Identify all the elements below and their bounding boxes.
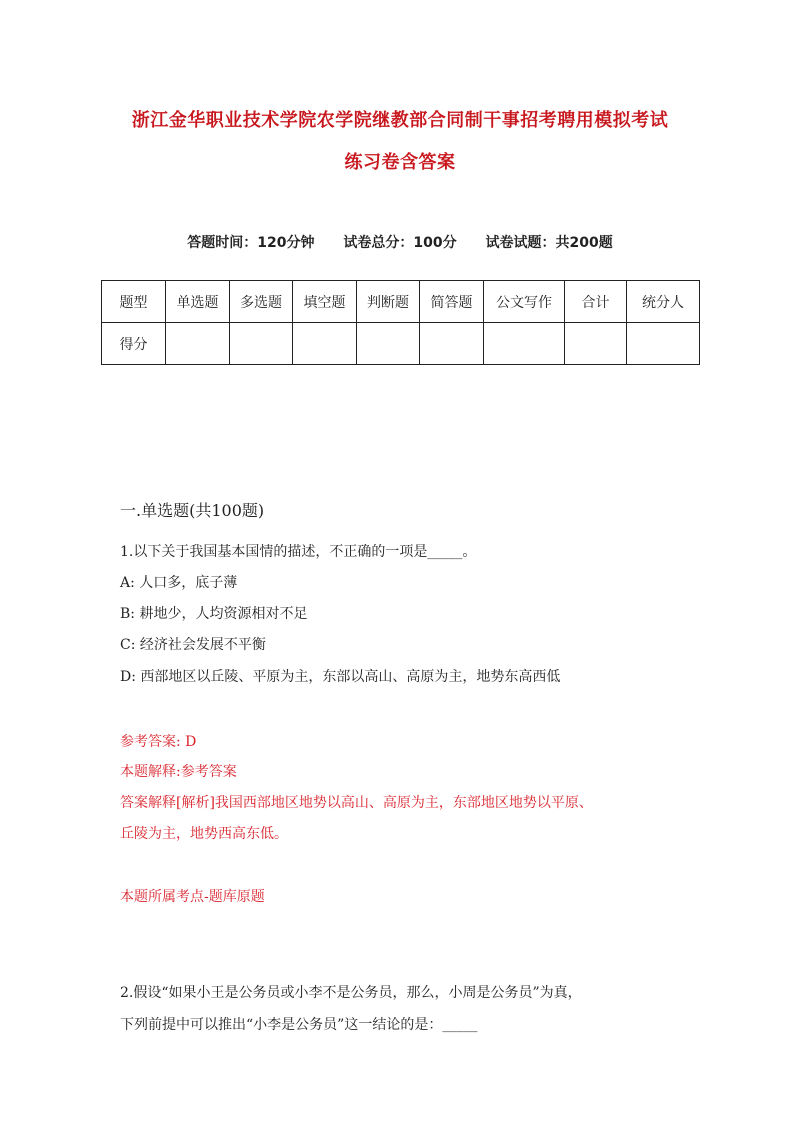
question-1-explain-line-1: 答案解释[解析]我国西部地区地势以高山、高原为主，东部地区地势以平原、: [120, 795, 593, 811]
exam-total-questions: 试卷试题：共200题: [485, 235, 613, 251]
score-row-label: 得分: [102, 323, 166, 365]
exam-total-score: 试卷总分：100分: [343, 235, 457, 251]
score-cell: [420, 323, 484, 365]
score-table-header: 填空题: [293, 281, 357, 323]
score-cell: [230, 323, 293, 365]
document-title-line-1: 浙江金华职业技术学院农学院继教部合同制干事招考聘用模拟考试: [131, 110, 669, 131]
exam-time: 答题时间：120分钟: [187, 235, 315, 251]
question-2-line-2: 下列前提中可以推出“小李是公务员”这一结论的是：_____: [120, 1017, 478, 1033]
score-table-header: 公文写作: [484, 281, 565, 323]
section-heading: 一.单选题(共100题): [120, 501, 265, 520]
score-table-header: 题型: [102, 281, 166, 323]
question-2-line-1: 2.假设“如果小王是公务员或小李不是公务员，那么，小周是公务员”为真，: [120, 985, 582, 1001]
score-table-score-row: [102, 323, 700, 365]
score-table-header: 单选题: [166, 281, 230, 323]
score-cell: [627, 323, 700, 365]
score-cell: [293, 323, 357, 365]
question-1-option-b: B: 耕地少，人均资源相对不足: [120, 606, 308, 622]
score-table-header: 多选题: [230, 281, 293, 323]
document-title-line-2: 练习卷含答案: [344, 152, 456, 173]
question-1-stem: 1.以下关于我国基本国情的描述，不正确的一项是_____。: [120, 544, 477, 560]
score-table: [101, 280, 700, 365]
score-cell: [166, 323, 230, 365]
exam-meta: [0, 232, 800, 252]
question-1-source: 本题所属考点-题库原题: [120, 889, 265, 905]
question-1-option-c: C: 经济社会发展不平衡: [120, 637, 266, 653]
score-table-header-row: [102, 281, 700, 323]
question-1-answer: 参考答案: D: [120, 734, 197, 750]
question-1-explain-line-2: 丘陵为主，地势西高东低。: [120, 826, 288, 842]
score-cell: [357, 323, 420, 365]
question-1-option-d: D: 西部地区以丘陵、平原为主，东部以高山、高原为主，地势东高西低: [120, 669, 561, 685]
question-1-explain-label: 本题解释:参考答案: [120, 764, 237, 780]
question-1-option-a: A: 人口多，底子薄: [120, 575, 238, 591]
score-table-header: 统分人: [627, 281, 700, 323]
score-cell: [565, 323, 627, 365]
score-table-header: 合计: [565, 281, 627, 323]
score-table-header: 判断题: [357, 281, 420, 323]
score-table-header: 简答题: [420, 281, 484, 323]
score-cell: [484, 323, 565, 365]
